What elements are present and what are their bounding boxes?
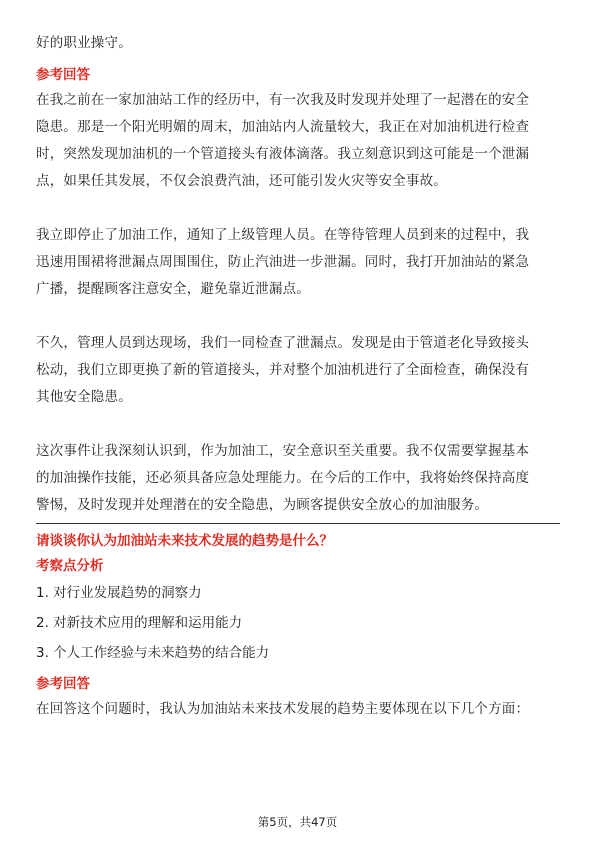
paragraph-line: 的加油操作技能，还必须具备应急处理能力。在今后的工作中，我将始终保持高度 — [36, 470, 530, 486]
paragraph-line: 在我之前在一家加油站工作的经历中，有一次我及时发现并处理了一起潜在的安全 — [36, 92, 530, 108]
paragraph-line: 松动，我们立即更换了新的管道接头，并对整个加油机进行了全面检查，确保没有 — [36, 362, 530, 378]
answer-intro-line: 在回答这个问题时，我认为加油站未来技术发展的趋势主要体现在以下几个方面： — [36, 701, 530, 717]
paragraph-line: 隐患。那是一个阳光明媚的周末，加油站内人流量较大，我正在对加油机进行检查 — [36, 119, 530, 135]
paragraph-line: 迅速用围裙将泄漏点周围围住，防止汽油进一步泄漏。同时，我打开加油站的紧急 — [36, 254, 530, 270]
section-divider — [36, 523, 560, 524]
paragraph-line: 其他安全隐患。 — [36, 389, 132, 405]
paragraph-line: 我立即停止了加油工作，通知了上级管理人员。在等待管理人员到来的过程中，我 — [36, 227, 530, 243]
list-item: 2. 对新技术应用的理解和运用能力 — [36, 615, 243, 631]
paragraph-line: 广播，提醒顾客注意安全，避免靠近泄漏点。 — [36, 281, 310, 297]
question-title: 请谈谈你认为加油站未来技术发展的趋势是什么？ — [36, 533, 333, 549]
paragraph-line: 不久，管理人员到达现场，我们一同检查了泄漏点。发现是由于管道老化导致接头 — [36, 335, 530, 351]
answer-heading-2: 参考回答 — [36, 676, 90, 692]
paragraph-line: 警惕，及时发现并处理潜在的安全隐患，为顾客提供安全放心的加油服务。 — [36, 497, 489, 513]
paragraph-line: 这次事件让我深刻认识到，作为加油工，安全意识至关重要。我不仅需要掌握基本 — [36, 443, 530, 459]
answer-paragraph-4 — [36, 438, 560, 519]
document-page — [36, 30, 560, 723]
paragraph-line: 时，突然发现加油机的一个管道接头有液体滴落。我立刻意识到这可能是一个泄漏 — [36, 146, 530, 162]
list-item: 1. 对行业发展趋势的洞察力 — [36, 585, 202, 601]
answer-heading: 参考回答 — [36, 67, 90, 83]
page-number: 第5页，共47页 — [257, 815, 338, 829]
analysis-heading: 考察点分析 — [36, 558, 104, 574]
paragraph-line: 点，如果任其发展，不仅会浪费汽油，还可能引发火灾等安全事故。 — [36, 173, 447, 189]
list-item: 3. 个人工作经验与未来趋势的结合能力 — [36, 645, 270, 661]
answer-paragraph-3 — [36, 330, 560, 411]
intro-tail-text: 好的职业操守。 — [36, 35, 132, 51]
answer-paragraph-1 — [36, 87, 560, 195]
analysis-points — [36, 578, 560, 668]
answer-paragraph-2 — [36, 222, 560, 303]
